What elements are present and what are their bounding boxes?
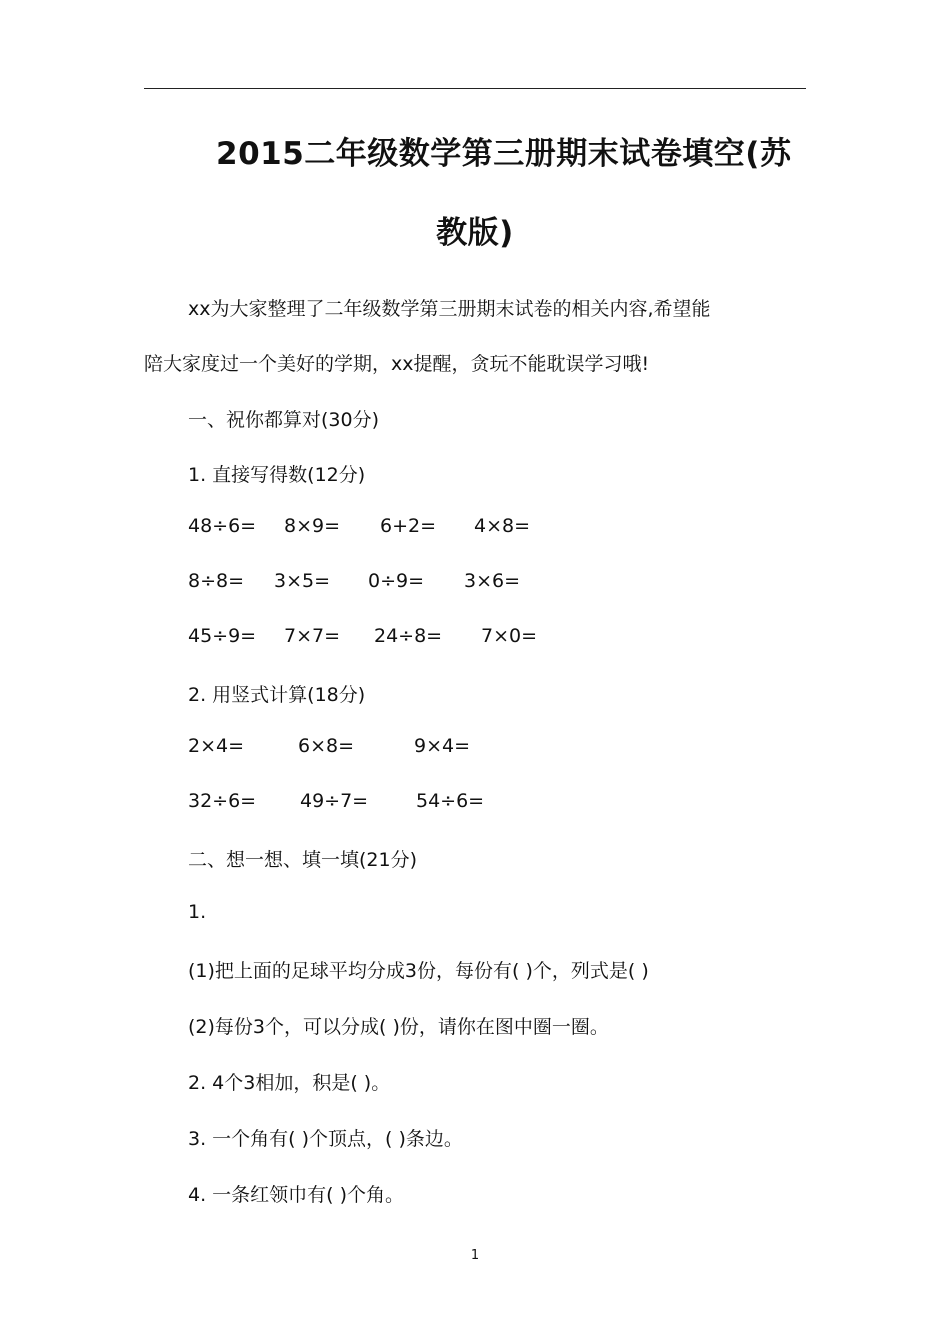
calc-item: 3×5= [274,570,331,592]
calc-item: 2×4= [188,735,245,757]
item-1-part-a: (1)把上面的足球平均分成3份，每份有( )个，列式是( ) [188,960,649,982]
calc-item: 8÷8= [188,570,245,592]
calc-item: 7×7= [284,625,341,647]
calc-item: 54÷6= [416,790,485,812]
calc-item: 6+2= [380,515,437,537]
calc-item: 45÷9= [188,625,257,647]
calc-item: 8×9= [284,515,341,537]
calc-item: 4×8= [474,515,531,537]
calc-item: 24÷8= [374,625,443,647]
intro-line-1: xx为大家整理了二年级数学第三册期末试卷的相关内容,希望能 [188,298,711,320]
calc-item: 48÷6= [188,515,257,537]
calc-item: 49÷7= [300,790,369,812]
item-4: 4. 一条红领巾有( )个角。 [188,1184,405,1206]
section-2-heading: 二、想一想、填一填(21分) [188,849,418,871]
item-2: 2. 4个3相加，积是( )。 [188,1072,391,1094]
item-1-part-b: (2)每份3个，可以分成( )份，请你在图中圈一圈。 [188,1016,609,1038]
calc-item: 3×6= [464,570,521,592]
question-2-heading: 2. 用竖式计算(18分) [188,684,366,706]
calc-item: 0÷9= [368,570,425,592]
header-rule [144,88,806,89]
calc-item: 7×0= [481,625,538,647]
item-3: 3. 一个角有( )个顶点，( )条边。 [188,1128,463,1150]
calc-item: 6×8= [298,735,355,757]
document-title-line-2: 教版) [436,215,514,251]
section-1-heading: 一、祝你都算对(30分) [188,409,380,431]
document-title-line-1: 2015二年级数学第三册期末试卷填空(苏 [216,136,792,172]
intro-line-2: 陪大家度过一个美好的学期，xx提醒，贪玩不能耽误学习哦! [144,353,650,375]
question-1-heading: 1. 直接写得数(12分) [188,464,366,486]
page-number: 1 [470,1248,480,1263]
item-1-number: 1. [188,901,207,923]
calc-item: 9×4= [414,735,471,757]
calc-item: 32÷6= [188,790,257,812]
